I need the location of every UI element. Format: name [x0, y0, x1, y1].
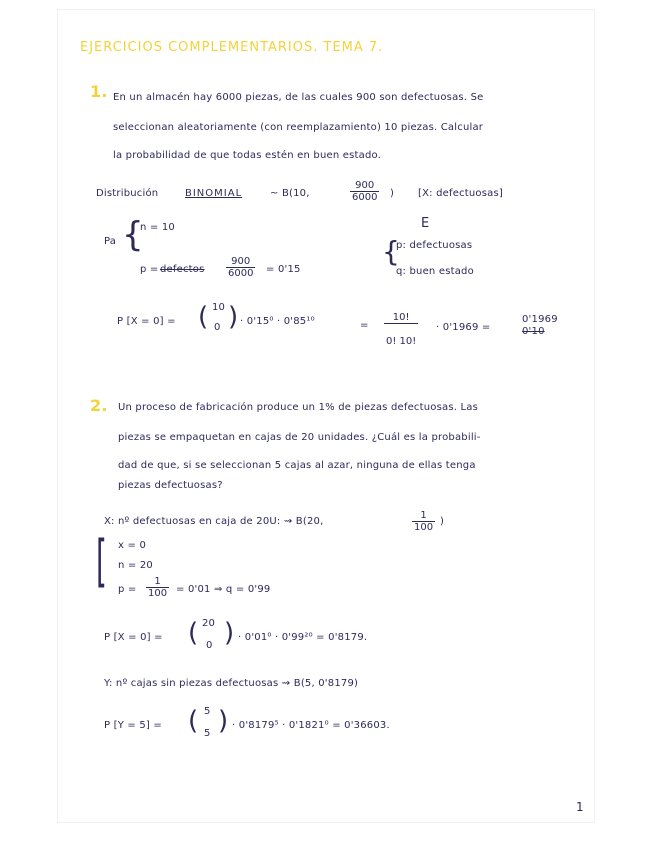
ex2-px-rhs: · 0'01⁰ · 0'99²⁰ = 0'8179. — [238, 632, 368, 643]
ex2-py-bot: 5 — [204, 728, 211, 739]
ex1-pq-brace: { — [382, 235, 400, 268]
ex2-statement-line1: Un proceso de fabricación produce un 1% de piezas defectuosas. Las — [118, 402, 479, 413]
ex1-dist-den: 6000 — [352, 192, 378, 203]
ex2-statement-line3: dad de que, si se seleccionan 5 cajas al azar, ninguna de ellas tenga — [118, 460, 476, 471]
ex2-py-binom-open: ( — [188, 706, 199, 736]
ex1-dist-label: Distribución — [96, 188, 159, 199]
ex1-frac-den: 0! 10! — [386, 336, 417, 347]
ex1-statement-line1: En un almacén hay 6000 piezas, de las cuales 900 son defectuosas. Se — [113, 92, 484, 103]
ex1-p-num: 900 — [226, 256, 255, 268]
ex1-params-label: Pa — [104, 236, 117, 247]
ex2-px-binom-close: ) — [224, 618, 235, 648]
ex2-conditions-bracket: [ — [96, 529, 107, 594]
ex1-p-struck: defectos — [160, 264, 205, 275]
ex2-condition-p-rhs: = 0'01 ⇒ q = 0'99 — [176, 584, 271, 595]
ex1-params-brace: { — [122, 215, 144, 255]
ex2-py-binom-close: ) — [218, 706, 229, 736]
ex1-prob-tail: · 0'1969 = — [436, 322, 491, 333]
ex1-dist-close: ) — [390, 188, 395, 199]
ex2-x-fraction — [412, 510, 435, 533]
page-title: EJERCICIOS COMPLEMENTARIOS. TEMA 7. — [80, 40, 384, 55]
ex1-variable-definition: [X: defectuosas] — [418, 188, 503, 199]
ex2-px-top: 20 — [202, 618, 216, 629]
ex2-x-den: 100 — [414, 522, 434, 533]
ex1-frac-num: 10! — [384, 312, 418, 324]
ex2-statement-line2: piezas se empaquetan en cajas de 20 unidades. ¿Cuál es la probabili- — [118, 432, 481, 443]
ex2-px-binom-open: ( — [188, 618, 199, 648]
ex2-condition-p-lhs: p = — [118, 584, 137, 595]
ex1-factorial-fraction — [384, 312, 418, 347]
ex1-p-definition: p: defectuosas — [396, 240, 473, 251]
ex1-dist-fraction — [350, 180, 379, 203]
ex1-dist-num: 900 — [350, 180, 379, 192]
ex2-px-bot: 0 — [206, 640, 213, 651]
ex1-p-den: 6000 — [228, 268, 254, 279]
ex1-statement-line3: la probabilidad de que todas estén en buen estado. — [113, 150, 382, 161]
ex2-condition-x: x = 0 — [118, 540, 147, 551]
ex1-result-bot: 0'10 — [522, 326, 545, 337]
ex1-e-mark: E — [421, 216, 430, 231]
ex1-p-label: p = — [140, 264, 159, 275]
ex2-condition-p-fraction — [146, 576, 169, 599]
ex2-px-lhs: P [X = 0] = — [104, 632, 163, 643]
ex2-c3-den: 100 — [148, 588, 168, 599]
ex2-x-num: 1 — [412, 510, 435, 522]
ex2-py-rhs: · 0'8179⁵ · 0'1821⁰ = 0'36603. — [232, 720, 390, 731]
ex1-binom-top: 10 — [212, 302, 226, 313]
ex1-statement-line2: seleccionan aleatoriamente (con reemplazamiento) 10 piezas. Calcular — [113, 122, 484, 133]
ex2-x-definition: X: nº defectuosas en caja de 20U: ⇝ B(20, — [104, 516, 324, 527]
ex1-dist-name: BINOMIAL — [185, 188, 243, 199]
ex1-prob-lhs: P [X = 0] = — [117, 316, 176, 327]
ex1-dist-b: ~ B(10, — [270, 188, 310, 199]
ex1-binom-bot: 0 — [214, 322, 221, 333]
ex2-py-top: 5 — [204, 706, 211, 717]
exercise-1-number: 1. — [90, 82, 108, 101]
ex1-p-fraction — [226, 256, 255, 279]
ex2-x-close: ) — [440, 516, 445, 527]
ex1-binom-open: ( — [198, 302, 209, 332]
ex2-py-lhs: P [Y = 5] = — [104, 720, 162, 731]
ex1-binom-close: ) — [228, 302, 239, 332]
ex1-p-result: = 0'15 — [266, 264, 301, 275]
ex1-equals: = — [360, 320, 369, 331]
ex2-c3-num: 1 — [146, 576, 169, 588]
page-number: 1 — [576, 800, 584, 814]
ex1-q-definition: q: buen estado — [396, 266, 474, 277]
ex1-prob-mid: · 0'15⁰ · 0'85¹⁰ — [240, 316, 315, 327]
ex2-condition-n: n = 20 — [118, 560, 153, 571]
ex1-result-top: 0'1969 — [522, 314, 558, 325]
exercise-2-number: 2. — [90, 396, 108, 415]
ex1-n-line: n = 10 — [140, 222, 175, 233]
ex2-statement-line4: piezas defectuosas? — [118, 480, 223, 491]
ex2-y-definition: Y: nº cajas sin piezas defectuosas ⇝ B(5, 0'8179) — [104, 678, 359, 689]
